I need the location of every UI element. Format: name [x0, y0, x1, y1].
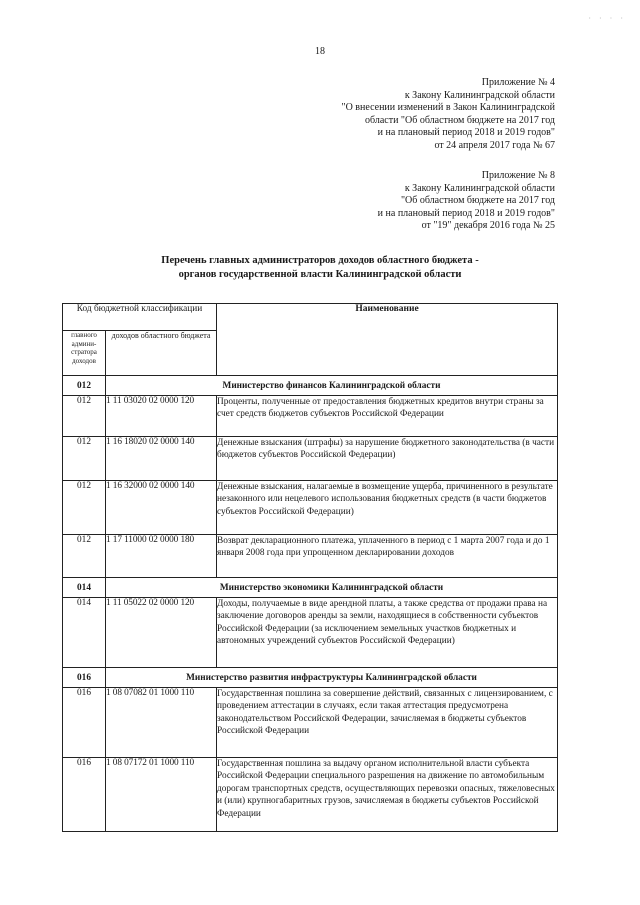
header-budget-code: Код бюджетной классификации: [63, 304, 217, 331]
group-code: 014: [63, 578, 106, 598]
group-row: [63, 376, 558, 396]
table-row: [63, 535, 558, 578]
header-chief-administrator: главного админи-стратора доходов: [63, 331, 106, 376]
admin-code: 016: [63, 758, 106, 832]
appendix-8-line: от "19" декабря 2016 года № 25: [421, 220, 555, 231]
income-name: Денежные взыскания (штрафы) за нарушение бюджетного законодательства (в части бюджетов субъектов Российской Федерации): [217, 437, 558, 481]
group-name: Министерство финансов Калининградской области: [106, 376, 558, 396]
table-row: [63, 598, 558, 668]
appendix-8-line: Приложение № 8: [481, 170, 555, 181]
admin-code: 012: [63, 396, 106, 437]
group-row: [63, 668, 558, 688]
appendix-8-line: и на плановый период 2018 и 2019 годов": [377, 207, 555, 219]
appendix-4-line: к Закону Калининградской области: [404, 89, 555, 101]
admin-code: 012: [63, 437, 106, 481]
page-number: 18: [315, 46, 325, 57]
income-code: 1 11 05022 02 0000 120: [106, 598, 217, 668]
income-name: Денежные взыскания, налагаемые в возмещение ущерба, причиненного в результате незаконного или нецелевого использования бюджетных средств (в части бюджетов субъектов Российской Федерации): [217, 481, 558, 535]
group-code: 016: [63, 668, 106, 688]
appendix-4-line: от 24 апреля 2017 года № 67: [434, 139, 555, 151]
corner-marks: · · · ·: [588, 14, 626, 23]
header-name: Наименование: [217, 304, 558, 376]
table-row: [63, 481, 558, 535]
income-name: Возврат декларационного платежа, уплаченного в период с 1 марта 2007 года и до 1 января 2008 года при упрощенном декларировании доходов: [217, 535, 558, 578]
admin-code: 014: [63, 598, 106, 668]
table-row: [63, 396, 558, 437]
header-regional-income: доходов областного бюджета: [106, 331, 217, 376]
administrators-table: [62, 303, 558, 832]
title-line-2: органов государственной власти Калининградской области: [178, 269, 462, 280]
income-code: 1 16 18020 02 0000 140: [106, 437, 217, 481]
document-title: [0, 254, 640, 282]
appendix-8-line: "Об областном бюджете на 2017 год: [400, 195, 555, 206]
admin-code: 012: [63, 535, 106, 578]
appendix-4-line: и на плановый период 2018 и 2019 годов": [377, 127, 555, 138]
income-code: 1 16 32000 02 0000 140: [106, 481, 217, 535]
table-row: [63, 437, 558, 481]
admin-code: 016: [63, 688, 106, 758]
income-name: Государственная пошлина за совершение действий, связанных с лицензированием, с проведением аттестации в случаях, если такая аттестация предусмотрена законодательством Российской Федерации, зачисляемая в бюджеты субъектов Российской Федерации: [217, 688, 558, 758]
income-name: Доходы, получаемые в виде арендной платы, а также средства от продажи права на заключение договоров аренды за земли, находящиеся в собственности субъектов Российской Федерации (за исключением земельных участков бюджетных и автономных учреждений субъектов Российской Федерации): [217, 598, 558, 668]
table-row: [63, 758, 558, 832]
title-line-1: Перечень главных администраторов доходов областного бюджета -: [161, 255, 479, 266]
income-name: Государственная пошлина за выдачу органом исполнительной власти субъекта Российской Федерации специального разрешения на движение по автомобильным дорогам транспортных средств, осуществляющих перевозки опасных, тяжеловесных и (или) крупногабаритных грузов, зачисляемая в бюджеты субъектов Российской Федерации: [217, 758, 558, 832]
group-row: [63, 578, 558, 598]
appendix-4-line: области "Об областном бюджете на 2017 год: [365, 114, 555, 126]
appendix-4-line: "О внесении изменений в Закон Калининградской: [341, 102, 555, 113]
appendix-8-header: [225, 170, 555, 233]
income-code: 1 11 03020 02 0000 120: [106, 396, 217, 437]
group-name: Министерство экономики Калининградской области: [106, 578, 558, 598]
admin-code: 012: [63, 481, 106, 535]
appendix-8-line: к Закону Калининградской области: [404, 182, 555, 194]
appendix-4-line: Приложение № 4: [481, 77, 555, 88]
income-code: 1 08 07172 01 1000 110: [106, 758, 217, 832]
table-row: [63, 688, 558, 758]
group-code: 012: [63, 376, 106, 396]
income-code: 1 08 07082 01 1000 110: [106, 688, 217, 758]
group-name: Министерство развития инфраструктуры Калининградской области: [106, 668, 558, 688]
income-code: 1 17 11000 02 0000 180: [106, 535, 217, 578]
appendix-4-header: [225, 77, 555, 152]
income-name: Проценты, полученные от предоставления бюджетных кредитов внутри страны за счет средств бюджетов субъектов Российской Федерации: [217, 396, 558, 437]
